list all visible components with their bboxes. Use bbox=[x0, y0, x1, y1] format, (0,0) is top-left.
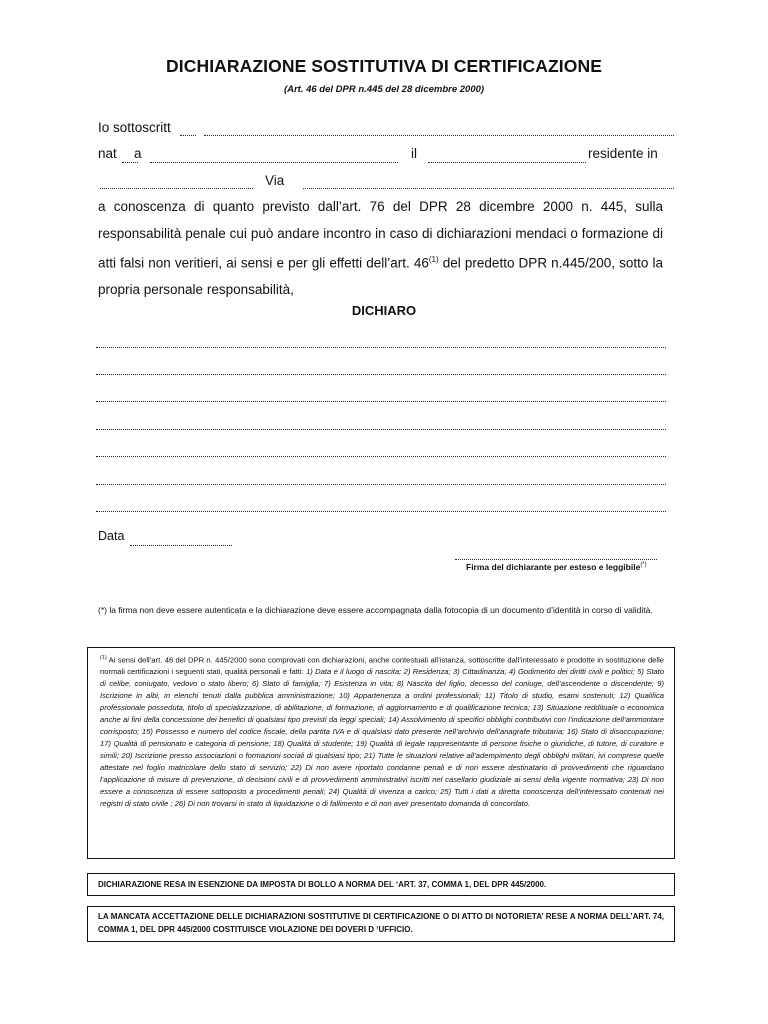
signature-label: Firma del dichiarante per esteso e leggibile(*) bbox=[466, 562, 647, 572]
residente-label: residente in bbox=[588, 146, 658, 161]
io-sottoscritt-label: Io sottoscritt bbox=[98, 120, 171, 135]
declaration-line[interactable] bbox=[96, 484, 666, 485]
declaration-line[interactable] bbox=[96, 456, 666, 457]
stamp-duty-box: DICHIARAZIONE RESA IN ESENZIONE DA IMPOSTA DI BOLLO A NORMA DEL ‘ART. 37, COMMA 1, DEL DPR 445/2000. bbox=[87, 873, 675, 896]
declaration-paragraph: a conoscenza di quanto previsto dall’art. 76 del DPR 28 dicembre 2000 n. 445, sulla responsabilità penale cui può andare incontro in caso di dichiarazioni mendaci o formazione di atti falsi non veritieri, ai sensi e per gli effetti dell’art. 46$^{(1)}$ del predetto DPR n.445/200, sotto la propria personale responsabilità, bbox=[98, 199, 663, 297]
authentication-note: (*) la firma non deve essere autenticata e la dichiarazione deve essere accompagnata dalla fotocopia di un documento d’identità in corso di validità. bbox=[98, 605, 653, 615]
declaration-line[interactable] bbox=[96, 511, 666, 512]
nat-suffix-field[interactable] bbox=[122, 162, 138, 163]
page-title: DICHIARAZIONE SOSTITUTIVA DI CERTIFICAZIONE bbox=[166, 56, 602, 76]
street-field[interactable] bbox=[303, 188, 674, 189]
non-acceptance-box: LA MANCATA ACCETTAZIONE DELLE DICHIARAZIONI SOSTITUTIVE DI CERTIFICAZIONE O DI ATTO DI NOTORIETA’ RESE A NORMA DELL’ART. 74, COMMA 1, DEL DPR 445/2000 COSTITUISCE VIOLAZIONE DEI DOVERI D ‘UFFICIO. bbox=[87, 906, 675, 942]
a-label: a bbox=[134, 146, 142, 161]
residence-city-field[interactable] bbox=[100, 188, 253, 189]
declaration-line[interactable] bbox=[96, 429, 666, 430]
declaration-line[interactable] bbox=[96, 374, 666, 375]
footnote-ref: (1) bbox=[428, 255, 439, 264]
dichiaro-heading: DICHIARO bbox=[351, 303, 417, 318]
signature-field[interactable] bbox=[455, 559, 657, 560]
date-field[interactable] bbox=[130, 545, 232, 546]
footnote-lead: Ai sensi dell’art. 46 del DPR n. 445/2000 sono comprovati con dichiarazioni, anche contestuali all’istanza, sottoscritte dall’interessato e prodotte in sostituzione delle normali certificazioni i seguenti stati, qualità personali e fatti: bbox=[100, 655, 664, 677]
page-subtitle: (Art. 46 del DPR n.445 del 28 dicembre 2000) bbox=[283, 84, 485, 95]
footnote-list: 1) Data e il luogo di nascita; 2) Residenza; 3) Cittadinanza; 4) Godimento dei diritti civili e politici; 5) Stato di celibe, coniugato, vedovo o stato libero; 6) Stato di famiglia; 7) Esistenza in vita; 8) Nascita del figlio, decesso del coniuge, dell’ascendente o discendente; 9) Iscrizione in albi, in elenchi tenuti dalla pubblica amministrazione; 10) Appartenenza a ordini professionali; 11) Titolo di studio, esami sostenuti; 12) Qualifica professionale posseduta, titolo di specializzazione, di abilitazione, di formazione, di aggiornamento e di qualificazione tecnica; 13) Situazione reddituale o economica anche ai fini della concessione dei benefici di qualsiasi tipo previsti da leggi speciali; 14) Assolvimento di specifici obblighi contributivi con l’indicazione dell’ammontare corrisposto; 15) Possesso e numero del codice fiscale, della partita IVA e di qualsiasi dato presente nell’archivio dell’anagrafe tributaria; 16) Stato di disoccupazione; 17) Qualità di pensionato e categoria di pensione; 18) Qualità di studente; 19) Qualità di legale rappresentante di persone fisiche o giuridiche, di tutore, di curatore e simili; 20) Iscrizione presso associazioni o formazioni sociali di qualsiasi tipo; 21) Tutte le situazioni relative all’adempimento degli obblighi militari, ivi comprese quelle attestate nel foglio matricolare dello stato di servizio; 22) Di non avere riportato condanne penali e di non essere destinatario di provvedimenti che riguardano l’applicazione di misure di prevenzione, di decisioni civili e di provvedimenti amministrativi iscritti nel casellario giudiziale ai sensi della vigente normativa; 23) Di non essere a conoscenza di essere sottoposto a procedimenti penali; 24) Qualità di vivenza a carico; 25) Tutti i dati a diretta conoscenza dell’interessato contenuti nei registri di stato civile ; 26) Di non trovarsi in stato di liquidazione o di fallimento e di non aver presentato domanda di concordato. bbox=[100, 667, 665, 808]
il-label: il bbox=[411, 146, 417, 161]
data-label: Data bbox=[98, 529, 125, 543]
name-field[interactable] bbox=[204, 135, 674, 136]
nat-label: nat bbox=[98, 146, 117, 161]
declaration-line[interactable] bbox=[96, 347, 666, 348]
footnote-marker: (1) bbox=[100, 655, 107, 661]
via-label: Via bbox=[265, 173, 285, 188]
gender-suffix-field[interactable] bbox=[180, 135, 196, 136]
declaration-line[interactable] bbox=[96, 401, 666, 402]
birthdate-field[interactable] bbox=[428, 162, 586, 163]
birthplace-field[interactable] bbox=[150, 162, 398, 163]
footnote-box bbox=[87, 647, 675, 859]
